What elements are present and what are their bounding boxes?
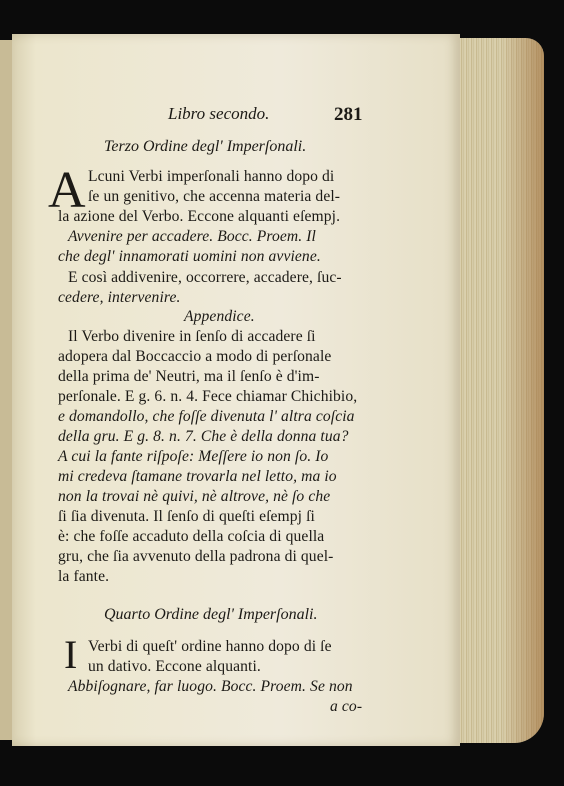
text-line: non la trovai nè quivi, nè altrove, nè ſo che — [58, 488, 331, 505]
section-title-quarto: Quarto Ordine degl' Imperſonali. — [104, 606, 318, 623]
text-line: è: che foſſe accaduto della coſcia di quella — [58, 528, 325, 545]
text-line: della gru. E g. 8. n. 7. Che è della donna tua? — [58, 428, 349, 445]
text-line: E così addivenire, occorrere, accadere, ſuc- — [68, 269, 342, 286]
drop-cap-a: A — [48, 162, 86, 219]
text-line: ſe un genitivo, che accenna materia del- — [88, 188, 341, 205]
text-line: Verbi di queſt' ordine hanno dopo di ſe — [88, 638, 332, 655]
catchword: a co- — [330, 698, 363, 715]
text-line: mi credeva ſtamane trovarla nel letto, ma io — [58, 468, 337, 485]
subheading-appendice: Appendice. — [184, 308, 255, 325]
text-line: e domandollo, che foſſe divenuta l' altra coſcia — [58, 408, 355, 425]
running-title: Libro secondo. — [168, 104, 270, 123]
text-line: della prima de' Neutri, ma il ſenſo è d'im- — [58, 368, 320, 385]
text-line: Abbiſognare, far luogo. Bocc. Proem. Se non — [68, 678, 353, 695]
text-line: Lcuni Verbi imperſonali hanno dopo di — [88, 168, 335, 185]
section-title-terzo: Terzo Ordine degl' Imperſonali. — [104, 138, 307, 155]
text-line: gru, che ſia avvenuto della padrona di quel- — [58, 548, 334, 565]
drop-cap-i: I — [64, 632, 78, 677]
text-line: ſi ſia divenuta. Il ſenſo di queſti eſempj ſi — [58, 508, 315, 525]
text-line: la fante. — [58, 568, 110, 585]
text-line: che degl' innamorati uomini non avviene. — [58, 248, 321, 265]
text-line: cedere, intervenire. — [58, 289, 181, 306]
text-line: Il Verbo divenire in ſenſo di accadere ſi — [68, 328, 316, 345]
text-line: adopera dal Boccaccio a modo di perſonale — [58, 348, 332, 365]
text-line: A cui la fante riſpoſe: Meſſere io non ſo. Io — [58, 448, 329, 465]
text-line: la azione del Verbo. Eccone alquanti eſempj. — [58, 208, 341, 225]
text-line: perſonale. E g. 6. n. 4. Fece chiamar Chichibio, — [58, 388, 358, 405]
page-stack-edges — [452, 38, 544, 743]
page-number: 281 — [334, 104, 363, 125]
book-page — [12, 34, 460, 746]
text-line: un dativo. Eccone alquanti. — [88, 658, 261, 675]
text-line: Avvenire per accadere. Bocc. Proem. Il — [68, 228, 316, 245]
